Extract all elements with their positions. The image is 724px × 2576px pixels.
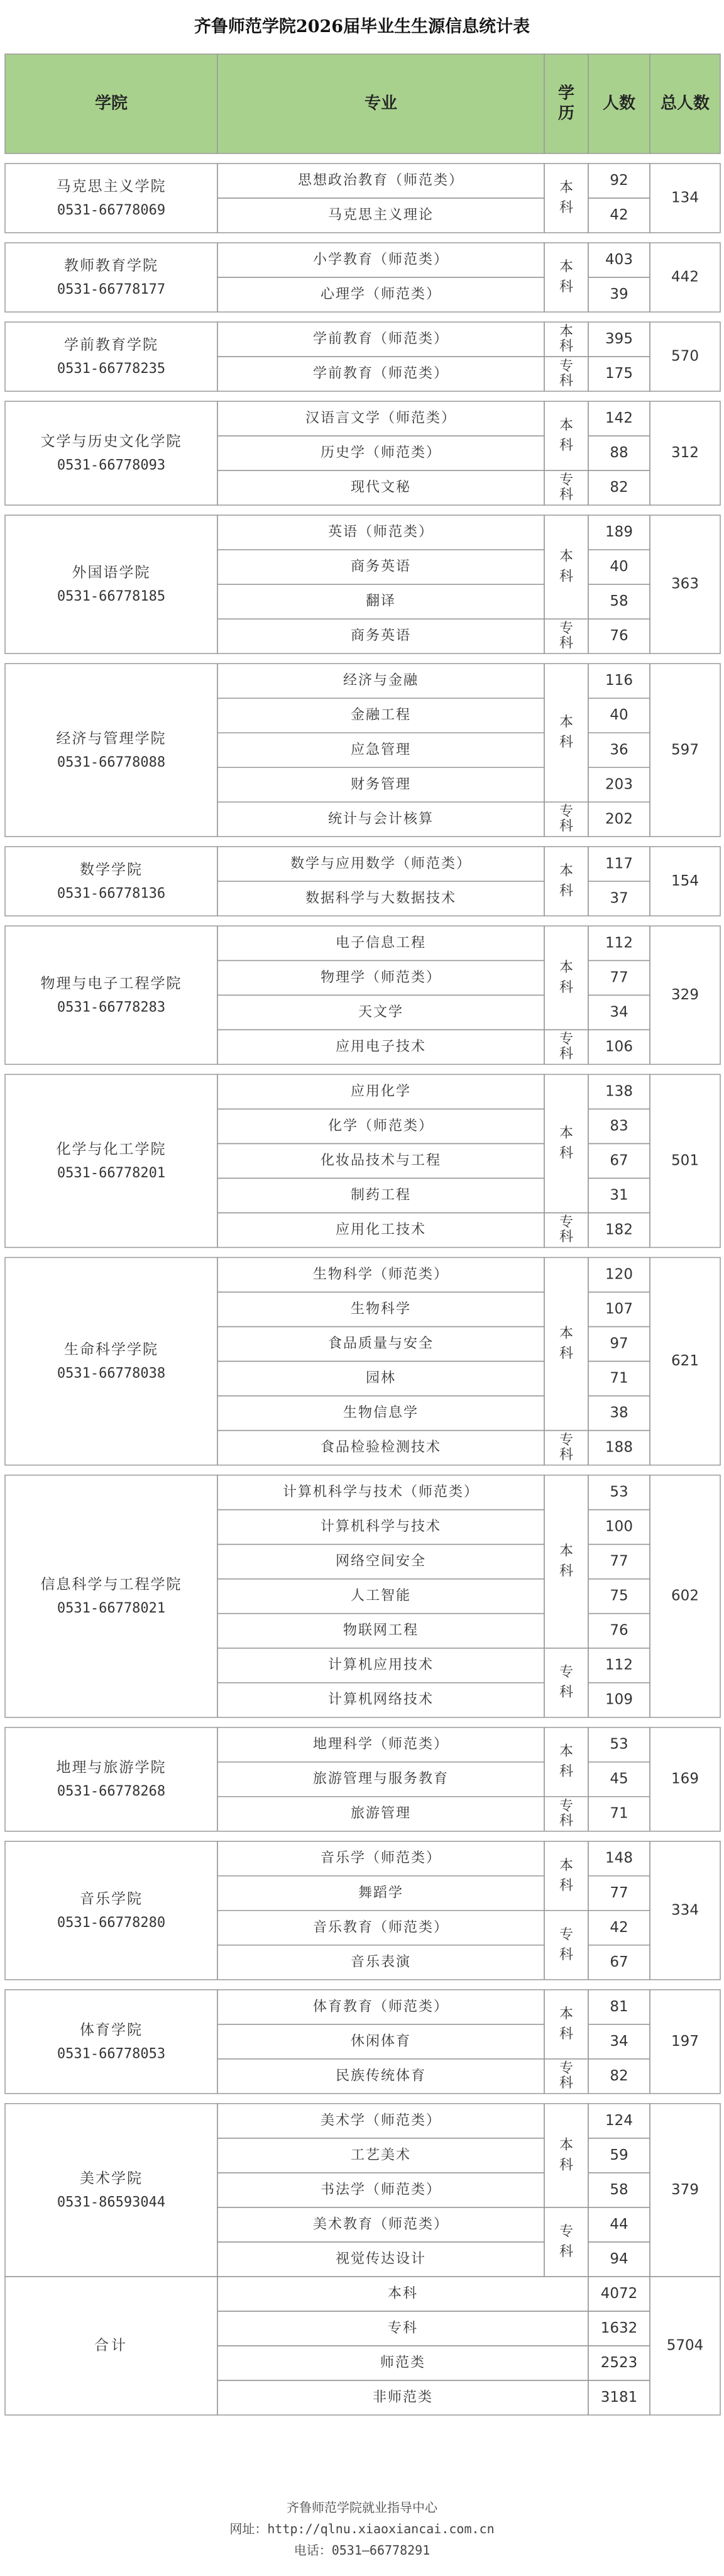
major-name: 舞蹈学 <box>358 1885 404 1901</box>
education-level-char: 科 <box>559 883 574 899</box>
college-total: 154 <box>671 872 699 889</box>
education-level-char: 专 <box>559 2223 574 2240</box>
education-level-char: 科 <box>559 338 574 355</box>
education-level-char: 本 <box>559 259 574 275</box>
college-name: 物理与电子工程学院 <box>40 975 182 992</box>
education-level-char: 专 <box>559 1798 574 1814</box>
education-level <box>559 324 573 355</box>
major-count: 106 <box>605 1038 633 1055</box>
education-level <box>559 549 573 585</box>
college-cell <box>5 1728 217 1831</box>
education-level-char: 本 <box>559 323 574 340</box>
college-total: 329 <box>671 986 699 1003</box>
college-name: 文学与历史文化学院 <box>40 433 182 450</box>
major-name: 生物科学（师范类） <box>312 1266 449 1282</box>
education-cell <box>544 847 588 916</box>
major-name: 休闲体育 <box>350 2033 412 2050</box>
education-level-char: 本 <box>559 2006 574 2022</box>
major-count: 59 <box>610 2146 628 2163</box>
college-total: 169 <box>671 1770 699 1787</box>
major-count: 58 <box>610 593 628 610</box>
major-count: 203 <box>605 776 633 793</box>
college-name: 音乐学院 <box>80 1890 143 1907</box>
college-phone: 0531-66778136 <box>57 886 166 902</box>
college-phone: 0531-86593044 <box>57 2194 166 2211</box>
major-name: 商务英语 <box>350 628 412 644</box>
education-level-char: 本 <box>559 1743 574 1760</box>
education-cell <box>544 515 588 619</box>
major-name: 园林 <box>365 1370 397 1387</box>
major-count: 67 <box>610 1152 628 1169</box>
college-total: 570 <box>671 348 699 365</box>
major-count: 40 <box>610 707 628 724</box>
major-name: 工艺美术 <box>350 2147 412 2163</box>
major-count: 120 <box>605 1266 633 1283</box>
college-cell <box>5 847 217 916</box>
footer-website[interactable]: 网址：http://qlnu.xiaoxiancai.com.cn <box>229 2521 495 2536</box>
college-cell <box>5 164 217 233</box>
major-name: 生物信息学 <box>343 1405 419 1421</box>
major-name: 民族传统体育 <box>335 2068 427 2084</box>
major-name: 马克思主义理论 <box>327 207 434 223</box>
college-phone: 0531-66778280 <box>57 1914 166 1931</box>
education-level-char: 科 <box>559 1346 574 1362</box>
education-level-char: 科 <box>559 818 574 835</box>
major-count: 77 <box>610 969 628 986</box>
education-level-char: 科 <box>559 2026 574 2042</box>
major-name: 食品检验检测技术 <box>320 1440 442 1456</box>
major-count: 395 <box>605 331 633 348</box>
education-level <box>559 418 573 453</box>
major-count: 34 <box>610 2033 628 2050</box>
major-name: 美术学（师范类） <box>320 2112 442 2129</box>
major-count: 39 <box>610 286 628 303</box>
education-level <box>559 621 573 652</box>
major-count: 45 <box>610 1770 628 1787</box>
education-level-char: 本 <box>559 1543 574 1560</box>
major-count: 75 <box>610 1587 628 1604</box>
major-count: 94 <box>610 2250 628 2267</box>
major-name: 化学（师范类） <box>327 1118 434 1134</box>
summary-type: 本科 <box>387 2285 419 2302</box>
major-count: 71 <box>610 1370 628 1387</box>
major-count: 83 <box>610 1118 628 1135</box>
education-cell <box>544 2207 588 2277</box>
college-phone: 0531-66778185 <box>57 589 166 605</box>
college-cell <box>5 515 217 653</box>
college-total: 602 <box>671 1587 699 1604</box>
education-level <box>559 714 573 750</box>
college-cell <box>5 926 217 1064</box>
major-count: 82 <box>610 2067 628 2084</box>
college-total: 134 <box>671 189 699 206</box>
major-count: 109 <box>605 1691 633 1708</box>
college-cell <box>5 1990 217 2094</box>
college-total: 442 <box>671 269 699 286</box>
education-cell <box>544 663 588 802</box>
college-phone: 0531-66778201 <box>57 1165 166 1181</box>
header-count: 人数 <box>602 94 636 113</box>
major-name: 书法学（师范类） <box>320 2182 442 2198</box>
major-count: 138 <box>605 1083 633 1100</box>
footer-phone: 电话：0531—66778291 <box>293 2543 431 2558</box>
education-cell <box>544 243 588 312</box>
major-count: 77 <box>610 1884 628 1901</box>
education-level-char: 科 <box>559 2075 574 2092</box>
education-level <box>559 1858 573 1894</box>
major-count: 34 <box>610 1004 628 1021</box>
header-education-char: 学 <box>557 84 575 103</box>
major-name: 美术教育（师范类） <box>312 2216 449 2233</box>
education-level-char: 科 <box>559 373 574 389</box>
education-level-char: 科 <box>559 1563 574 1580</box>
college-phone: 0531-66778283 <box>57 999 166 1016</box>
summary-count: 4072 <box>600 2285 638 2302</box>
major-count: 116 <box>605 672 633 689</box>
education-cell <box>544 1648 588 1718</box>
college-name: 数学学院 <box>80 861 143 878</box>
education-level-char: 科 <box>559 569 574 585</box>
education-level-char: 专 <box>559 1926 574 1943</box>
education-level-char: 本 <box>559 1857 574 1874</box>
education-level-char: 专 <box>559 620 574 636</box>
major-count: 107 <box>605 1301 633 1318</box>
major-name: 翻译 <box>365 593 397 609</box>
education-level <box>559 960 573 996</box>
education-cell <box>544 2104 588 2207</box>
education-level <box>559 472 573 503</box>
major-name: 计算机科学与技术 <box>320 1519 442 1535</box>
education-level <box>559 1798 573 1829</box>
major-name: 应急管理 <box>350 741 412 758</box>
education-level-char: 专 <box>559 472 574 488</box>
major-name: 旅游管理 <box>350 1806 412 1822</box>
major-count: 76 <box>610 628 628 645</box>
major-count: 76 <box>610 1622 628 1639</box>
major-name: 应用化工技术 <box>335 1221 427 1238</box>
major-count: 31 <box>610 1187 628 1204</box>
major-name: 食品质量与安全 <box>327 1336 434 1352</box>
major-count: 42 <box>610 207 628 224</box>
major-name: 计算机应用技术 <box>327 1657 434 1674</box>
education-level-char: 本 <box>559 418 574 434</box>
major-name: 商务英语 <box>350 558 412 575</box>
major-count: 81 <box>610 1998 628 2015</box>
education-level <box>559 2137 573 2173</box>
major-count: 202 <box>605 811 633 828</box>
education-level-char: 本 <box>559 548 574 565</box>
header-college: 学院 <box>94 94 128 113</box>
college-name: 体育学院 <box>80 2021 143 2038</box>
college-phone: 0531-66778235 <box>57 361 166 377</box>
education-level-char: 专 <box>559 358 574 374</box>
college-total: 597 <box>671 741 699 758</box>
education-level-char: 科 <box>559 1684 574 1701</box>
college-phone: 0531-66778268 <box>57 1784 166 1800</box>
education-level-char: 本 <box>559 714 574 731</box>
major-name: 电子信息工程 <box>335 935 427 951</box>
education-level-char: 专 <box>559 1214 574 1231</box>
education-cell <box>544 1074 588 1213</box>
major-name: 计算机科学与技术（师范类） <box>282 1484 480 1501</box>
college-total: 312 <box>671 445 699 462</box>
education-level <box>559 1214 573 1245</box>
major-name: 数学与应用数学（师范类） <box>290 855 472 872</box>
major-name: 地理科学（师范类） <box>312 1736 449 1753</box>
education-level-char: 科 <box>559 1763 574 1780</box>
education-level-char: 科 <box>559 735 574 751</box>
major-count: 67 <box>610 1953 628 1970</box>
education-level-char: 科 <box>559 279 574 296</box>
summary-label: 合计 <box>94 2337 128 2354</box>
education-level <box>559 2006 573 2042</box>
education-cell <box>544 1911 588 1980</box>
college-phone: 0531-66778093 <box>57 457 166 474</box>
college-phone: 0531-66778177 <box>57 282 166 298</box>
major-name: 历史学（师范类） <box>320 445 442 461</box>
major-count: 44 <box>610 2216 628 2233</box>
major-name: 英语（师范类） <box>327 524 434 540</box>
college-cell <box>5 2104 217 2277</box>
major-count: 189 <box>605 524 633 541</box>
education-level <box>559 1031 573 1062</box>
major-count: 175 <box>605 365 633 382</box>
college-name: 马克思主义学院 <box>56 178 167 195</box>
education-cell <box>544 401 588 470</box>
education-level-char: 本 <box>559 1326 574 1342</box>
summary-count: 1632 <box>600 2319 638 2336</box>
education-level-char: 本 <box>559 180 574 196</box>
major-count: 100 <box>605 1518 633 1535</box>
college-cell <box>5 1074 217 1247</box>
major-count: 142 <box>605 410 633 427</box>
major-count: 77 <box>610 1553 628 1570</box>
major-count: 112 <box>605 935 633 952</box>
education-level <box>559 1665 573 1701</box>
header-major: 专业 <box>364 94 398 113</box>
college-name: 教师教育学院 <box>64 257 158 274</box>
major-count: 97 <box>610 1335 628 1352</box>
major-count: 37 <box>610 890 628 907</box>
major-name: 应用化学 <box>350 1083 412 1099</box>
major-name: 音乐表演 <box>350 1954 412 1970</box>
major-count: 53 <box>610 1736 628 1753</box>
major-name: 数据科学与大数据技术 <box>305 890 457 906</box>
college-name: 化学与化工学院 <box>56 1141 167 1158</box>
college-name: 生命科学学院 <box>64 1341 158 1358</box>
major-name: 物理学（师范类） <box>320 969 442 985</box>
education-level <box>559 1432 573 1463</box>
education-level-char: 专 <box>559 2060 574 2077</box>
summary-type: 师范类 <box>380 2355 426 2371</box>
college-total: 197 <box>671 2033 699 2050</box>
college-cell <box>5 1257 217 1465</box>
summary-type: 专科 <box>387 2320 419 2336</box>
education-cell <box>544 1257 588 1430</box>
education-level <box>559 2224 573 2260</box>
college-phone: 0531-66778021 <box>57 1601 166 1617</box>
education-level <box>559 358 573 389</box>
major-count: 182 <box>605 1221 633 1238</box>
major-name: 现代文秘 <box>350 479 412 496</box>
education-level-char: 本 <box>559 863 574 879</box>
education-level-char: 专 <box>559 1432 574 1448</box>
major-count: 82 <box>610 479 628 496</box>
education-cell <box>544 1990 588 2059</box>
education-level <box>559 804 573 835</box>
education-level <box>559 259 573 295</box>
major-count: 36 <box>610 741 628 758</box>
college-total: 621 <box>671 1353 699 1370</box>
education-cell <box>544 926 588 1030</box>
college-name: 信息科学与工程学院 <box>40 1576 182 1593</box>
major-name: 金融工程 <box>350 707 412 723</box>
major-name: 化妆品技术与工程 <box>320 1152 442 1169</box>
major-count: 40 <box>610 558 628 575</box>
education-level-char: 科 <box>559 1813 574 1829</box>
college-name: 学前教育学院 <box>64 336 158 353</box>
summary-type: 非师范类 <box>372 2389 434 2406</box>
education-level <box>559 1543 573 1579</box>
college-total: 501 <box>671 1152 699 1169</box>
summary-total: 5704 <box>666 2337 704 2354</box>
education-level-char: 科 <box>559 635 574 652</box>
college-phone: 0531-66778053 <box>57 2046 166 2062</box>
major-count: 58 <box>610 2181 628 2198</box>
education-level-char: 科 <box>559 1946 574 1963</box>
education-level-char: 专 <box>559 1664 574 1680</box>
education-level-char: 科 <box>559 200 574 216</box>
education-level-char: 本 <box>559 2137 574 2153</box>
college-phone: 0531-66778069 <box>57 203 166 219</box>
summary-count: 3181 <box>600 2389 638 2406</box>
major-name: 财务管理 <box>350 776 412 792</box>
education-level <box>559 1927 573 1963</box>
education-level <box>559 1326 573 1362</box>
college-phone: 0531-66778088 <box>57 754 166 770</box>
major-name: 思想政治教育（师范类） <box>297 172 464 189</box>
footer-organization: 齐鲁师范学院就业指导中心 <box>287 2500 437 2515</box>
major-name: 人工智能 <box>350 1588 412 1604</box>
major-name: 旅游管理与服务教育 <box>312 1771 449 1787</box>
major-count: 42 <box>610 1919 628 1936</box>
major-name: 音乐教育（师范类） <box>312 1919 449 1936</box>
education-level-char: 本 <box>559 959 574 975</box>
education-level-char: 科 <box>559 2243 574 2260</box>
major-name: 网络空间安全 <box>335 1553 427 1570</box>
major-name: 统计与会计核算 <box>327 811 434 827</box>
education-level-char: 科 <box>559 979 574 996</box>
major-count: 53 <box>610 1484 628 1501</box>
education-level-char: 专 <box>559 804 574 820</box>
major-count: 112 <box>605 1657 633 1674</box>
college-name: 外国语学院 <box>72 564 151 581</box>
education-level-char: 科 <box>559 438 574 454</box>
major-name: 学前教育（师范类） <box>312 331 449 347</box>
college-cell <box>5 322 217 391</box>
education-cell <box>544 1841 588 1911</box>
college-name: 地理与旅游学院 <box>56 1759 167 1776</box>
education-level-char: 科 <box>559 1229 574 1245</box>
major-name: 音乐学（师范类） <box>320 1850 442 1867</box>
major-name: 生物科学 <box>350 1301 412 1317</box>
major-name: 汉语言文学（师范类） <box>305 410 457 426</box>
major-name: 计算机网络技术 <box>327 1692 434 1708</box>
major-name: 心理学（师范类） <box>320 286 442 303</box>
education-cell <box>544 164 588 233</box>
major-name: 经济与金融 <box>343 672 419 689</box>
header-total: 总人数 <box>660 94 710 113</box>
major-count: 71 <box>610 1805 628 1822</box>
major-name: 物联网工程 <box>343 1623 419 1639</box>
college-total: 363 <box>671 575 699 592</box>
education-level-char: 本 <box>559 1125 574 1141</box>
major-name: 天文学 <box>358 1004 404 1020</box>
major-count: 38 <box>610 1404 628 1421</box>
major-name: 学前教育（师范类） <box>312 365 449 382</box>
education-level <box>559 1125 573 1161</box>
education-level-char: 科 <box>559 1046 574 1062</box>
summary-count: 2523 <box>600 2354 638 2371</box>
major-count: 188 <box>605 1439 633 1456</box>
education-level <box>559 180 573 216</box>
college-phone: 0531-66778038 <box>57 1365 166 1382</box>
college-name: 经济与管理学院 <box>56 730 167 747</box>
header-education-char: 历 <box>557 104 575 123</box>
education-level-char: 科 <box>559 2157 574 2174</box>
major-count: 88 <box>610 445 628 462</box>
college-cell <box>5 243 217 312</box>
education-level-char: 科 <box>559 1145 574 1162</box>
college-cell <box>5 1475 217 1718</box>
college-name: 美术学院 <box>80 2170 143 2187</box>
major-name: 体育教育（师范类） <box>312 1999 449 2015</box>
education-level <box>559 1744 573 1780</box>
education-level-char: 科 <box>559 487 574 503</box>
major-count: 117 <box>605 855 633 872</box>
footer <box>0 2497 724 2561</box>
college-total: 334 <box>671 1902 699 1919</box>
education-level <box>559 863 573 899</box>
major-name: 视觉传达设计 <box>335 2251 427 2267</box>
education-level-char: 专 <box>559 1031 574 1048</box>
education-level-char: 科 <box>559 1877 574 1894</box>
major-count: 148 <box>605 1850 633 1867</box>
major-name: 小学教育（师范类） <box>312 252 449 268</box>
college-cell <box>5 401 217 505</box>
education-level-char: 科 <box>559 1446 574 1463</box>
page-title: 齐鲁师范学院2026届毕业生生源信息统计表 <box>194 17 530 36</box>
college-cell <box>5 663 217 836</box>
education-level <box>559 2061 573 2092</box>
major-count: 124 <box>605 2112 633 2129</box>
education-cell <box>544 1475 588 1648</box>
education-cell <box>544 1728 588 1797</box>
major-name: 制药工程 <box>350 1187 412 1203</box>
major-count: 92 <box>610 172 628 189</box>
college-total: 379 <box>671 2181 699 2198</box>
major-name: 应用电子技术 <box>335 1038 427 1055</box>
college-cell <box>5 1841 217 1980</box>
major-count: 403 <box>605 252 633 269</box>
